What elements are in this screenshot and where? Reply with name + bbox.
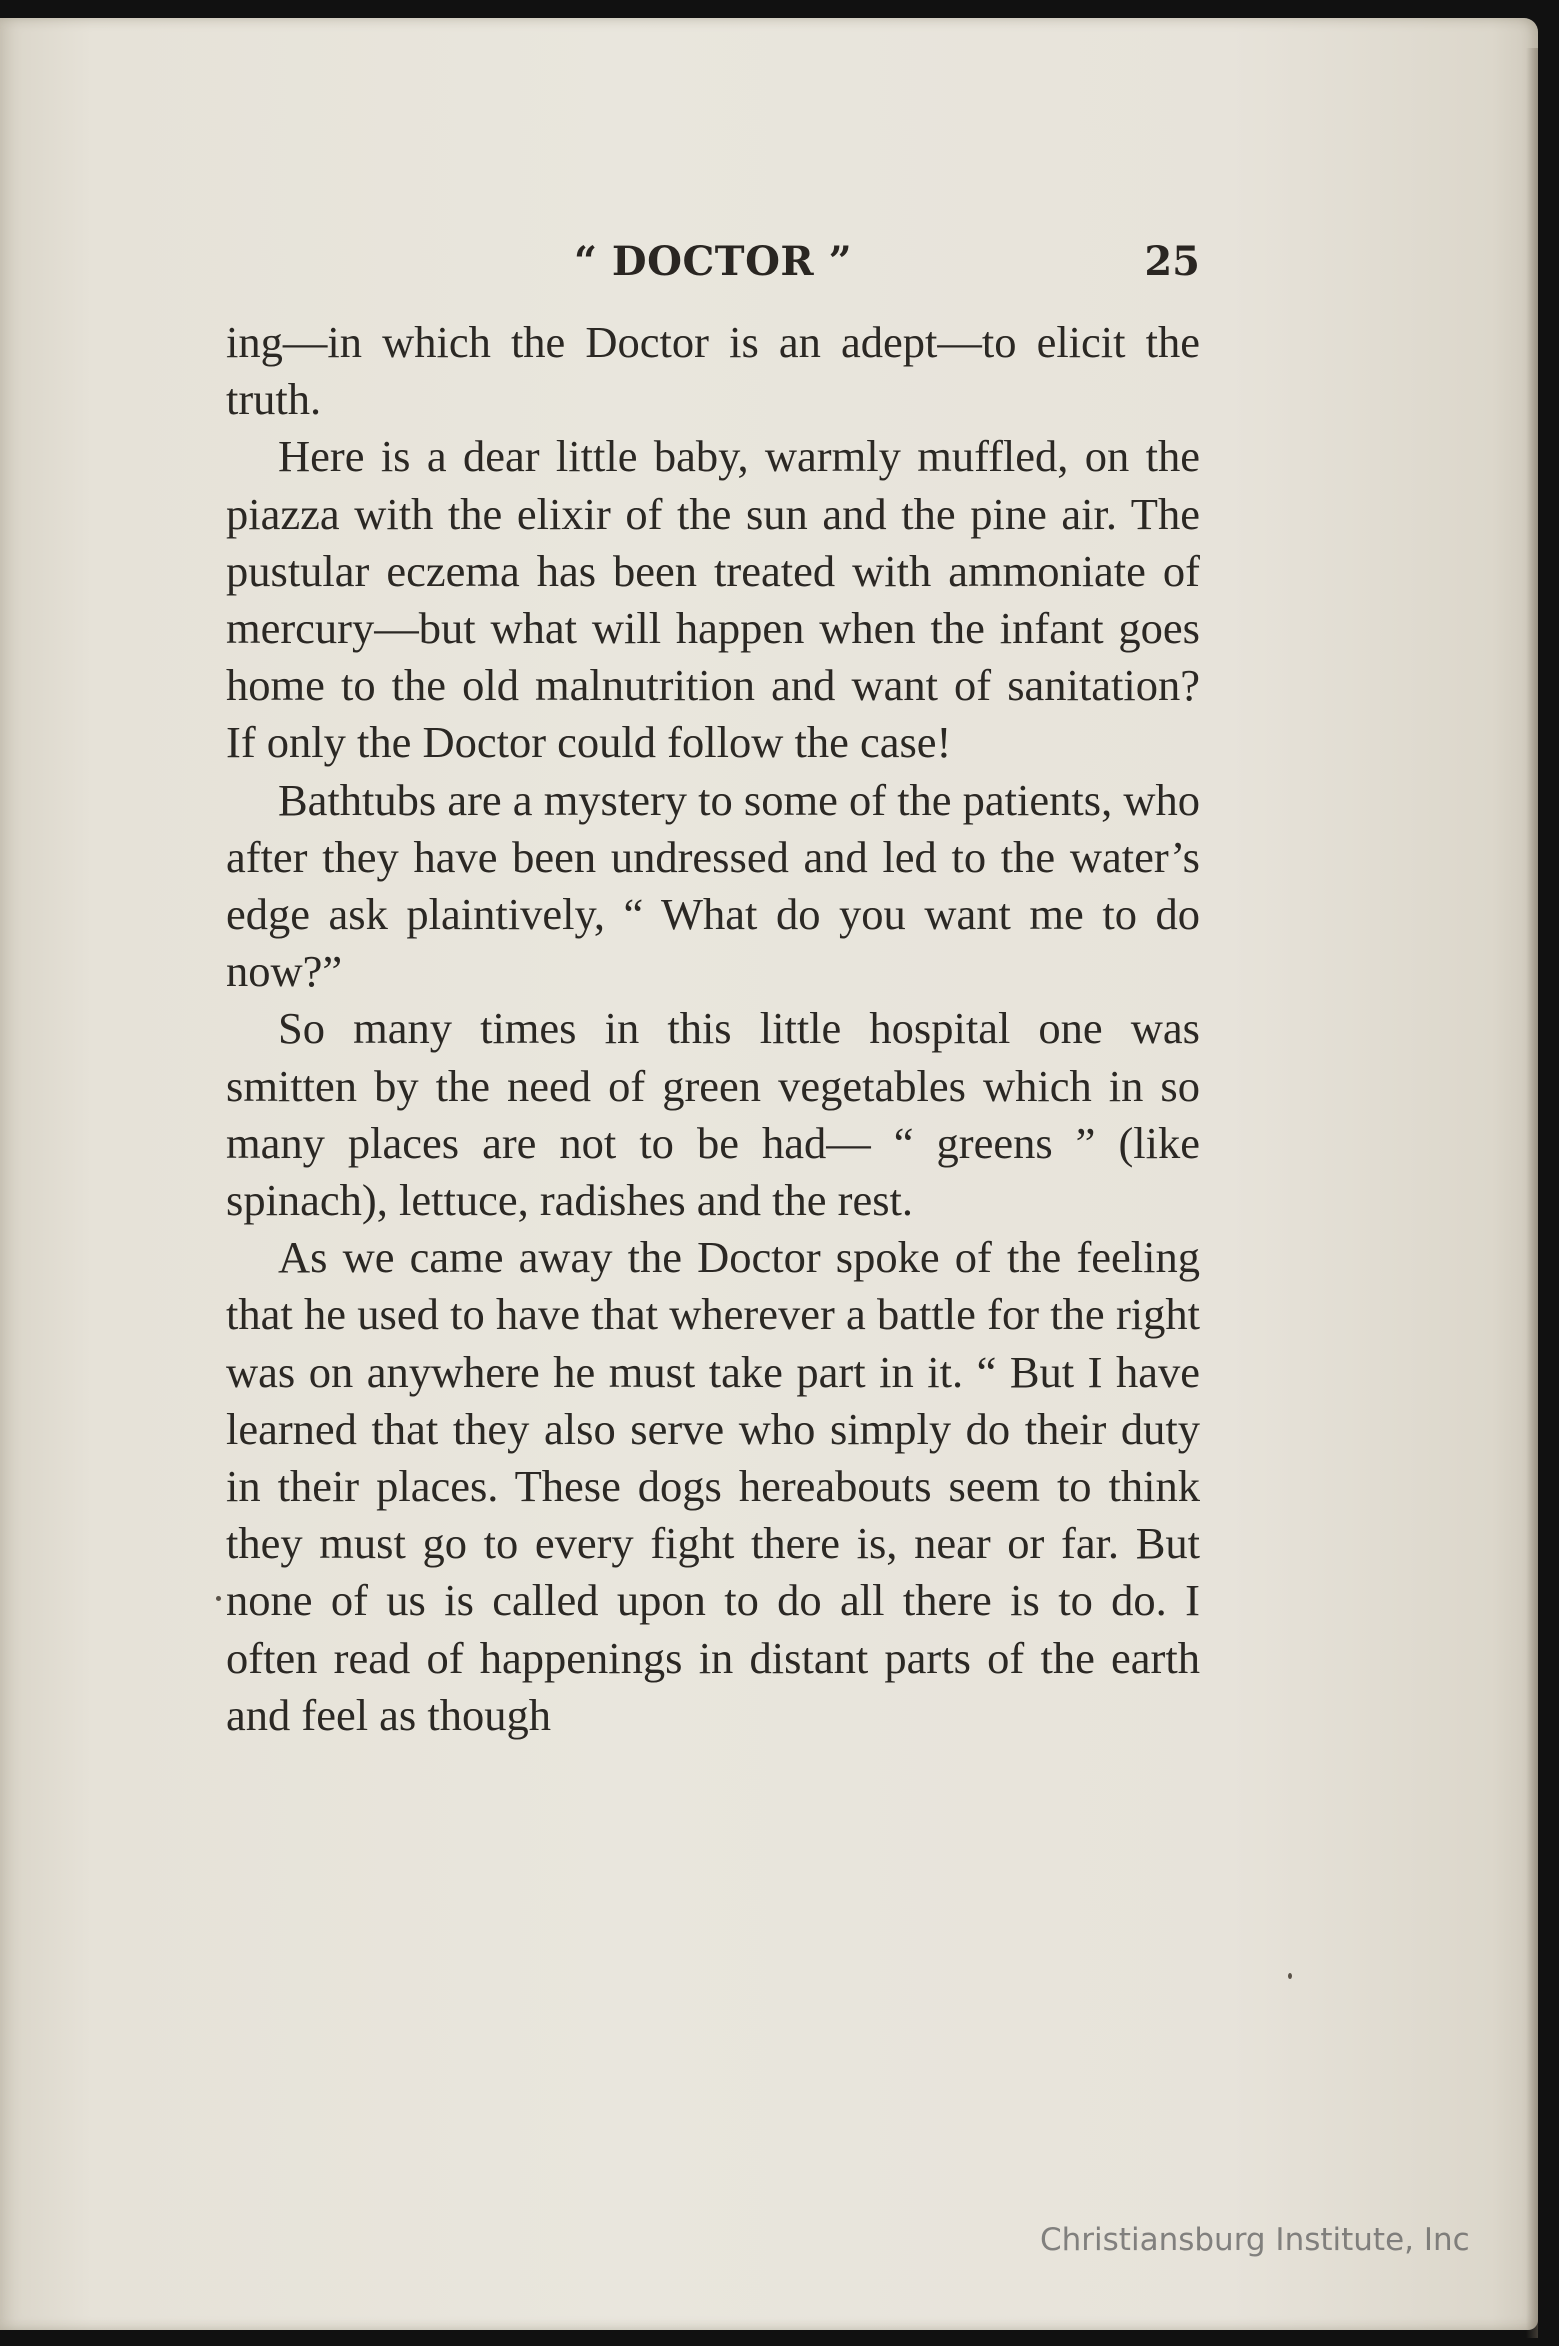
paragraph: Bathtubs are a mystery to some of the patients, who after they have been undressed and led to the water’s edge ask plaintively, “ What do you want me to do now?”: [226, 774, 1200, 997]
paragraph: Here is a dear little baby, warmly muffled, on the piazza with the elixir of the sun and the pine air. The pustular eczema has been treated with ammoniate of mercury—but what will happen when the infant goes home to the old malnutrition and want of sanitation? If only the Doctor could follow the case!: [226, 431, 1200, 768]
book-page: [0, 18, 1538, 2330]
paper-speck: [1288, 1973, 1292, 1979]
watermark: Christiansburg Institute, Inc: [1040, 2222, 1470, 2258]
page-number: 25: [1144, 238, 1200, 285]
running-title: “ DOCTOR ”: [574, 238, 853, 285]
page-edge-shadow: [1526, 48, 1538, 2338]
paragraph: As we came away the Doctor spoke of the feeling that he used to have that wherever a battle for the right was on anywhere he must take part in it. “ But I have learned that they also serve who simply do their duty in their places. These dogs hereabouts seem to think they must go to every fight there is, near or far. But none of us is called upon to do all there is to do. I often read of happenings in distant parts of the earth and feel as though: [226, 1232, 1200, 1740]
paragraph-continued: ing—in which the Doctor is an adept—to elicit the truth.: [226, 317, 1200, 425]
paper-speck: [216, 1596, 221, 1601]
page-header: [226, 232, 1200, 292]
paragraph: So many times in this little hospital one was smitten by the need of green vegetables which in so many places are not to be had— “ greens ” (like spinach), lettuce, radishes and the rest.: [226, 1003, 1200, 1226]
body-text: [226, 314, 1200, 1744]
